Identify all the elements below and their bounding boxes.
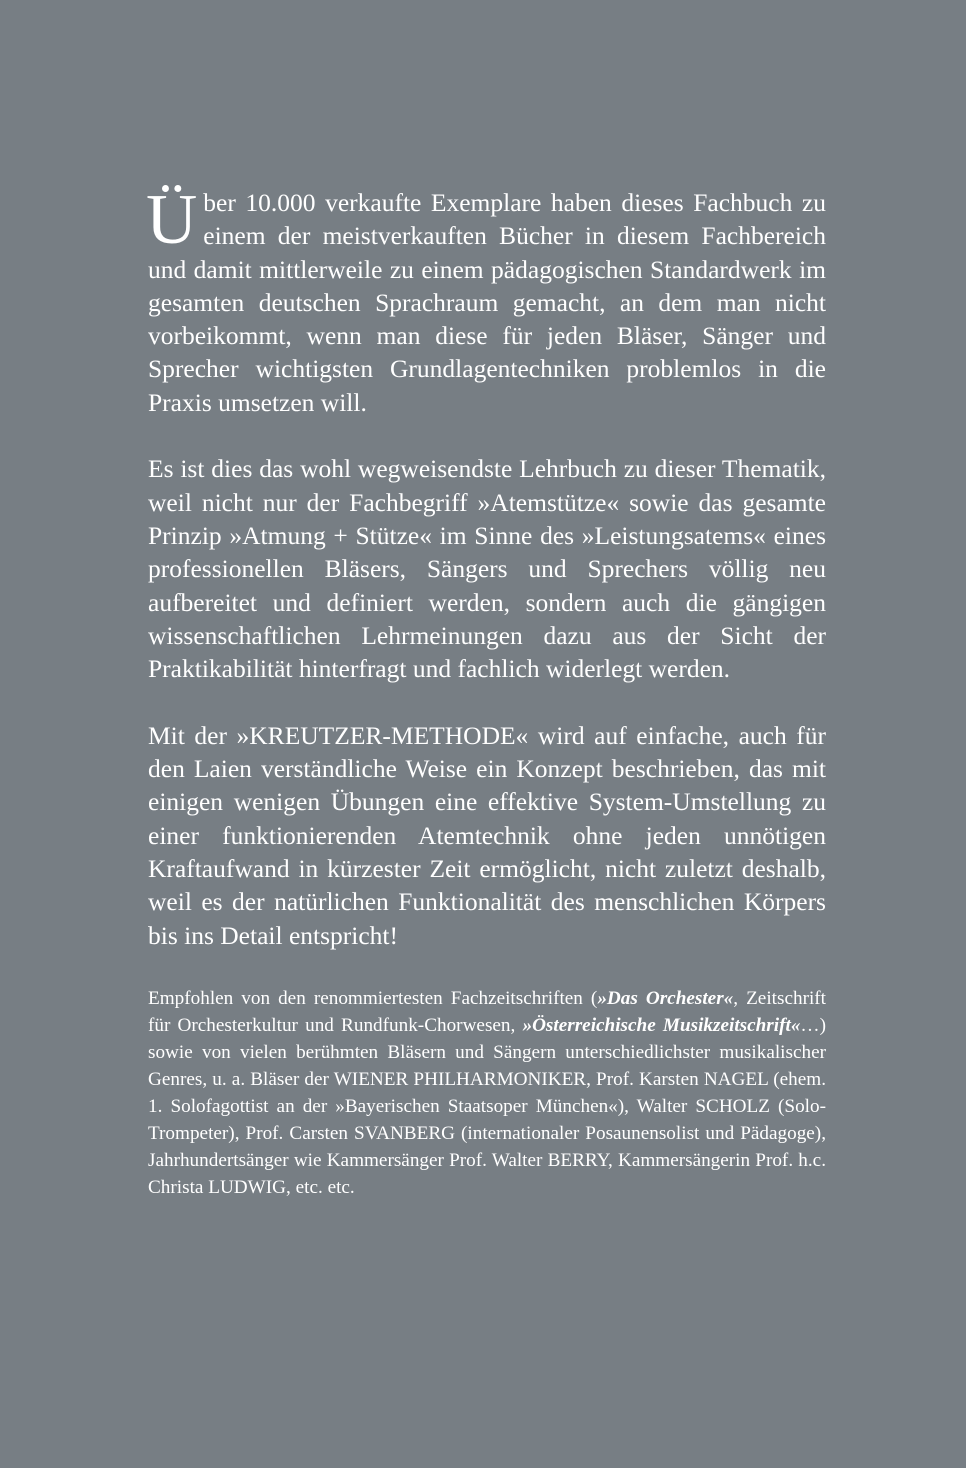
third-paragraph: Mit der »KREUTZER-METHODE« wird auf einfache, auch für den Laien verständliche Weise ein Konzept beschrieben, das mit einigen wenigen Übungen eine effektive System-Umstellung zu einer funktionierenden Atemtechnik ohne jeden unnötigen Kraftaufwand in kürzester Zeit ermöglicht, nicht zuletzt deshalb, weil es der natürlichen Funktionalität des menschlichen Körpers bis ins Detail entspricht! (148, 720, 826, 950)
endorsement-paragraph (148, 985, 826, 1201)
back-cover-text (146, 181, 827, 1201)
endorsement-text-3: …) sowie von vielen berühmten Bläsern und Sängern unterschiedlichster musikalischer Genres, u. a. Bläser der WIENER PHILHARMONIKER, Prof. Karsten NAGEL (ehem. 1. Solofagottist an der »Bayerischen Staatsoper München«), Walter SCHOLZ (Solo-Trompeter), Prof. Carsten SVANBERG (internationaler Posaunensolist und Pädagoge), Jahrhundertsänger wie Kammersänger Prof. Walter BERRY, Kammersängerin Prof. h.c. Christa LUDWIG, etc. etc. (148, 1015, 826, 1199)
journal-title-orchester: »Das Orchester« (597, 988, 734, 1010)
second-paragraph: Es ist dies das wohl wegweisendste Lehrbuch zu dieser Thematik, weil nicht nur der Fachbegriff »Atemstütze« sowie das gesamte Prinzip »Atmung + Stütze« im Sinne des »Leistungsatems« eines professionellen Bläsers, Sängers und Sprechers völlig neu aufbereitet und definiert werden, sondern auch die gängigen wissenschaftlichen Lehrmeinungen dazu aus der Sicht der Praktikabilität hinterfragt und fachlich widerlegt werden. (148, 454, 826, 684)
endorsement-text-2: , Zeitschrift für Orchesterkultur und Rundfunk-Chorwesen, (148, 988, 827, 1037)
endorsement-text-1: Empfohlen von den renommiertesten Fachzeitschriften ( (148, 988, 598, 1010)
drop-cap: Ü (146, 181, 198, 259)
journal-title-musikzeitschrift: »Österreichische Musikzeitschrift« (522, 1015, 801, 1037)
intro-paragraph-text: ber 10.000 verkaufte Exemplare haben dieses Fachbuch zu einem der meistverkauften Bücher in diesem Fachbereich und damit mittlerweile zu einem pädagogischen Standardwerk im gesamten deutschen Sprachraum gemacht, an dem man nicht vorbeikommt, wenn man diese für jeden Bläser, Sänger und Sprecher wichtigsten Grundlagentechniken problemlos in die Praxis umsetzen will. (148, 188, 826, 417)
intro-paragraph (146, 181, 826, 419)
